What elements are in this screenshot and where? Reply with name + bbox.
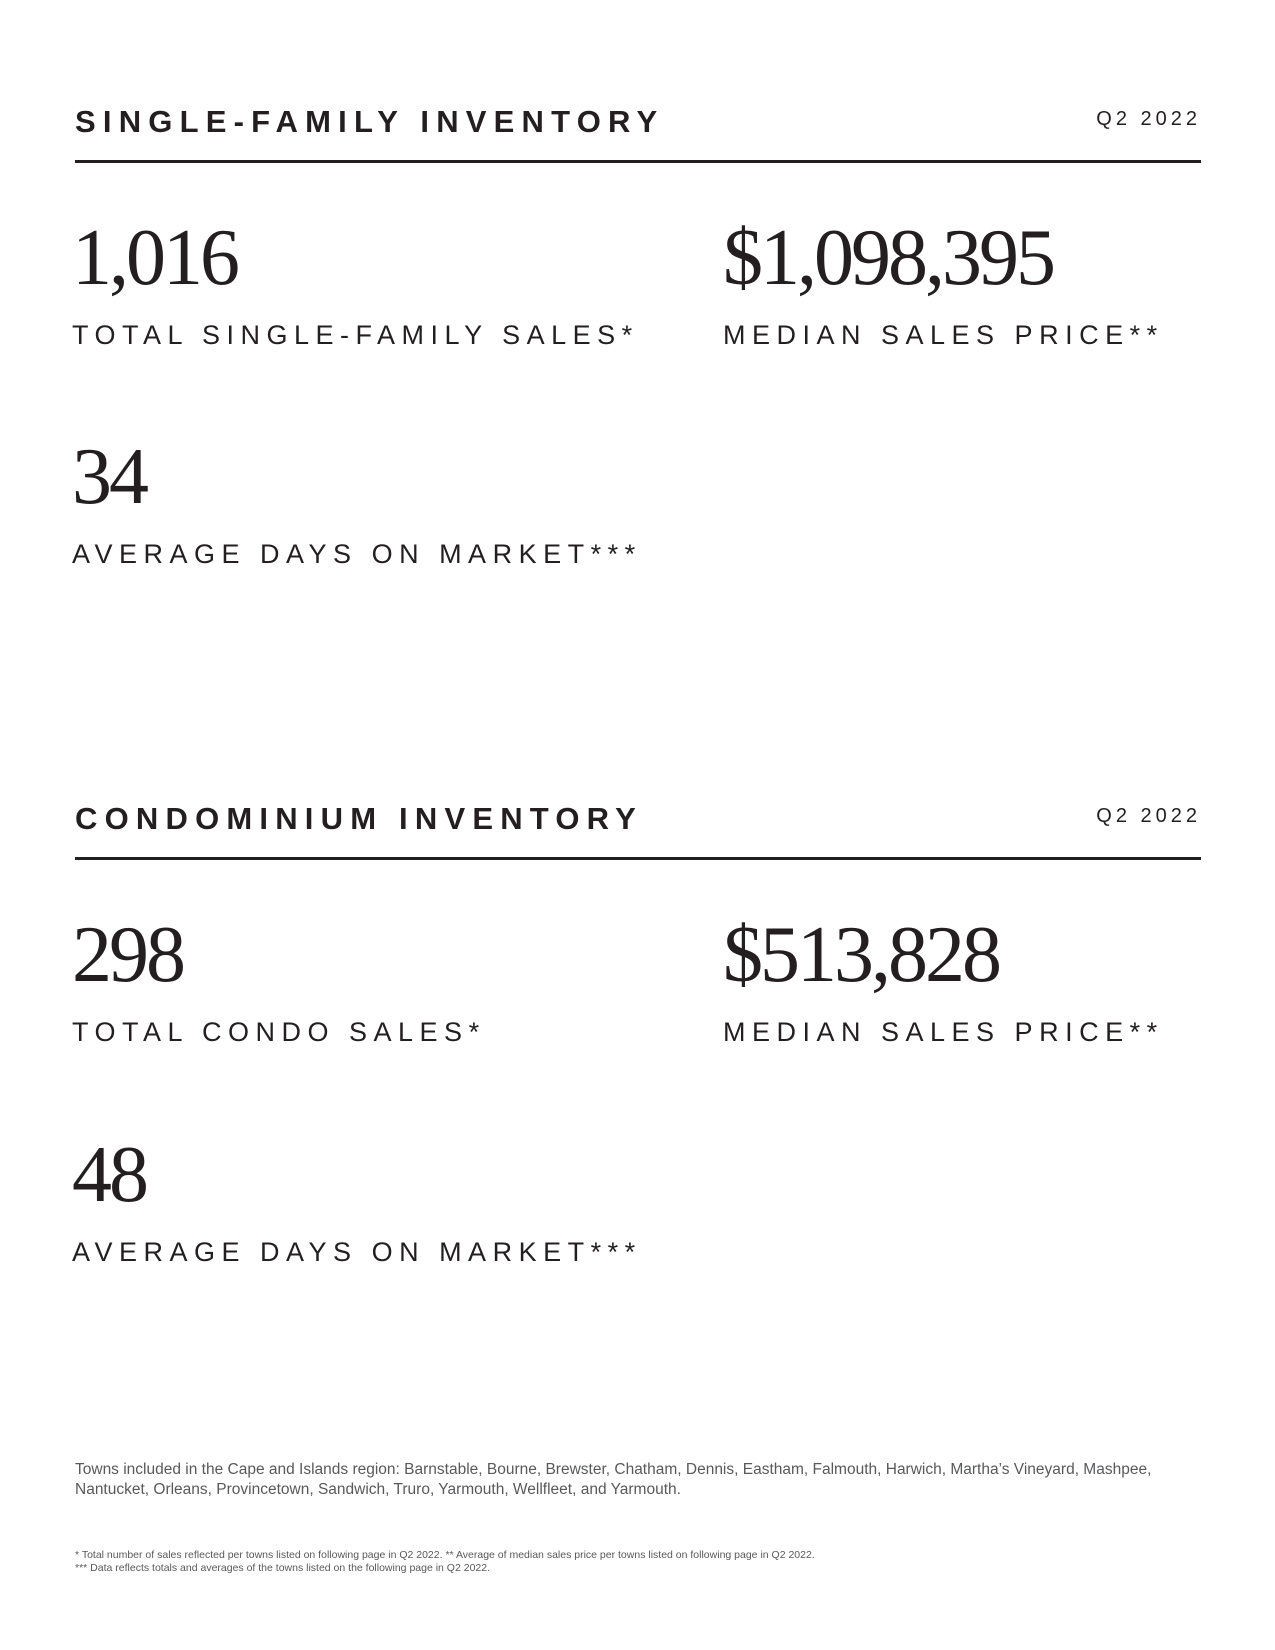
condominium-section [75, 797, 1201, 860]
single-family-avg-days-label: AVERAGE DAYS ON MARKET*** [72, 539, 642, 569]
data-footnotes [75, 1549, 1205, 1575]
footnote-data-reflects: *** Data reflects totals and averages of the towns listed on the following page in Q2 2022. [75, 1562, 491, 1574]
footnote-sales-and-price: * Total number of sales reflected per towns listed on following page in Q2 2022. ** Average of median sales price per towns listed on following page in Q2 2022. [75, 1549, 815, 1561]
condo-total-sales [72, 911, 486, 1048]
condominium-header [75, 797, 1201, 860]
condo-median-price-value: $513,828 [723, 911, 999, 999]
single-family-period: Q2 2022 [1096, 108, 1201, 130]
condo-total-sales-label: TOTAL CONDO SALES* [72, 1017, 486, 1047]
condominium-title: CONDOMINIUM INVENTORY [75, 801, 643, 836]
single-family-section [75, 100, 1201, 163]
condo-median-price-label: MEDIAN SALES PRICE** [723, 1017, 1164, 1047]
single-family-median-price-label: MEDIAN SALES PRICE** [723, 320, 1164, 350]
single-family-header [75, 100, 1201, 163]
single-family-median-price-value: $1,098,395 [723, 214, 1053, 302]
single-family-title: SINGLE-FAMILY INVENTORY [75, 104, 665, 139]
condo-avg-days-label: AVERAGE DAYS ON MARKET*** [72, 1237, 642, 1267]
condo-avg-days [72, 1131, 642, 1268]
towns-footnote: Towns included in the Cape and Islands region: Barnstable, Bourne, Brewster, Chatham, Dennis, Eastham, Falmouth, Harwich, Martha’s Vineyard, Mashpee, Nantucket, Orleans, Provincetown, Sandwich, Truro, Yarmouth, Wellfleet, and Yarmouth. [75, 1461, 1152, 1498]
single-family-total-sales [72, 214, 639, 351]
single-family-avg-days-value: 34 [72, 433, 146, 521]
condominium-period: Q2 2022 [1096, 805, 1201, 827]
single-family-total-sales-label: TOTAL SINGLE-FAMILY SALES* [72, 320, 639, 350]
condo-avg-days-value: 48 [72, 1131, 146, 1219]
condo-median-price [723, 911, 1164, 1048]
single-family-total-sales-value: 1,016 [72, 214, 237, 302]
single-family-median-price [723, 214, 1164, 351]
single-family-avg-days [72, 433, 642, 570]
condo-total-sales-value: 298 [72, 911, 183, 999]
